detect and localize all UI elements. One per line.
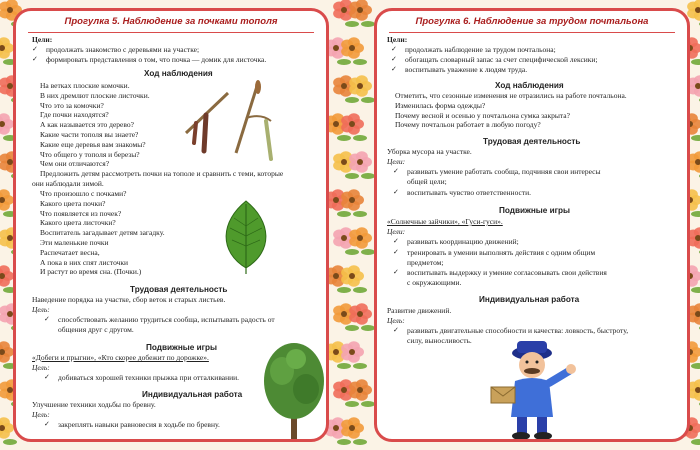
right-labor-text: Уборка мусора на участке.: [387, 147, 472, 156]
verse-line: В них дремлют плоские листочки.: [40, 90, 150, 100]
left-games-text: «Добеги и прыгни», «Кто скорее добежит по дорожке».: [32, 353, 209, 362]
right-labor-goal-a1: ✓ развивать умение работать сообща, подчиняя свои интересы: [407, 167, 601, 177]
right-card: [374, 8, 690, 442]
question-line: Эти маленькие почки: [40, 237, 109, 247]
right-observation-lines: [395, 91, 627, 130]
left-labor-goal-label: Цель:: [32, 305, 50, 314]
right-goal-1: ✓ продолжать наблюдение за трудом почтальона;: [405, 45, 556, 55]
verse-line: Что общего у тополя и березы?: [40, 149, 140, 159]
left-games-goal: ✓ добиваться хорошей техники прыжка при отталкивании.: [58, 373, 239, 383]
right-individual-goal-label: Цель:: [387, 316, 405, 325]
left-verse: [40, 81, 150, 169]
verse-line: На ветках плоские комочки.: [40, 81, 130, 90]
left-labor-goal-line-1: ✓ способствовать желанию трудиться сообща, испытывать радость от: [58, 315, 275, 325]
right-labor-goal-b: ✓ воспитывать чувство ответственности.: [407, 188, 531, 198]
left-card: [13, 8, 329, 442]
left-individual-goal-label: Цель:: [32, 410, 50, 419]
verse-line: Какие части тополя вы знаете?: [40, 129, 139, 139]
left-individual-heading: Индивидуальная работа: [142, 390, 243, 399]
verse-line: А как называется это дерево?: [40, 120, 134, 130]
observation-line: Изменилась форма одежды?: [395, 100, 486, 110]
left-games-heading: Подвижные игры: [146, 343, 218, 352]
right-games-goal-3b: с окружающими.: [407, 278, 462, 287]
verse-line: Какие еще деревья вам знакомы?: [40, 139, 146, 149]
tree-illustration: [260, 341, 328, 441]
question-line: Что произошло с почками?: [40, 189, 127, 198]
right-individual-goal-2: силу, выносливость.: [407, 336, 472, 345]
right-title-divider: [389, 32, 675, 33]
right-individual-goal-1: ✓ развивать двигательные способности и качества: ловкость, быстроту,: [407, 326, 628, 336]
right-games-goal-3a: ✓ воспитывать выдержку и умение согласовывать свои действия: [407, 268, 607, 278]
left-goal-2: ✓ формировать представления о том, что почка — домик для листочка.: [46, 55, 266, 65]
left-title: Прогулка 5. Наблюдение за почками тополя: [64, 16, 278, 27]
left-individual-goal: ✓ закреплять навыки равновесия в ходьбе по бревну.: [58, 420, 220, 430]
observation-line: Отметить, что сезонные изменения не отразились на работе почтальона.: [395, 91, 627, 100]
question-line: Воспитатель загадывает детям загадку.: [40, 228, 165, 238]
right-title: Прогулка 6. Наблюдение за трудом почтальона: [415, 16, 649, 27]
left-labor-text: Наведение порядка на участке, сбор веток и старых листьев.: [32, 295, 226, 304]
left-goals-label: Цели:: [32, 35, 53, 44]
poplar-buds-illustration: [176, 73, 276, 163]
right-labor-heading: Трудовая деятельность: [483, 137, 581, 146]
right-games-text: «Солнечные зайчики», «Гуси-гуси».: [387, 217, 503, 226]
left-prompt-line-2: они наблюдали зимой.: [32, 179, 104, 188]
question-line: А пока в них спят листочки: [40, 257, 129, 267]
right-games-goal-2b: предметом;: [407, 258, 444, 267]
left-games-goal-label: Цель:: [32, 363, 50, 372]
observation-line: Почему почтальон работает в любую погоду?: [395, 120, 541, 130]
right-games-goal-1: ✓ развивать координацию движений;: [407, 237, 519, 247]
right-observation-heading: Ход наблюдения: [495, 81, 564, 90]
question-line: Какого цвета почки?: [40, 198, 106, 208]
question-line: И растут во время сна. (Почки.): [40, 267, 142, 277]
right-individual-text: Развитие движений.: [387, 306, 452, 315]
right-goals-label: Цели:: [387, 35, 408, 44]
verse-line: Что это за комочки?: [40, 100, 104, 110]
left-goal-1: ✓ продолжать знакомство с деревьями на участке;: [46, 45, 199, 55]
left-title-divider: [28, 32, 314, 33]
leaf-illustration: [216, 196, 276, 276]
observation-line: Почему весной и осенью у почтальона сумка закрыта?: [395, 110, 570, 120]
right-goal-3: ✓ воспитывать уважение к людям труда.: [405, 65, 527, 75]
right-individual-heading: Индивидуальная работа: [479, 295, 580, 304]
right-games-heading: Подвижные игры: [499, 206, 571, 215]
left-questions: [40, 189, 165, 277]
right-goal-2: ✓ обогащать словарный запас за счет специфической лексики;: [405, 55, 598, 65]
left-prompt-line-1: Предложить детям рассмотреть почки на тополе и сравнить с теми, которые: [40, 169, 284, 178]
question-line: Распечатает весна,: [40, 247, 100, 257]
verse-line: Чем они отличаются?: [40, 159, 110, 169]
left-individual-text: Улучшение техники ходьбы по бревну.: [32, 400, 156, 409]
verse-line: Где почки находятся?: [40, 110, 109, 120]
right-labor-goal-a2: общей цели;: [407, 177, 447, 186]
question-line: Какого цвета листочки?: [40, 218, 116, 228]
question-line: Что появляется из почек?: [40, 208, 122, 218]
right-labor-goal-label: Цели:: [387, 157, 406, 166]
left-observation-heading: Ход наблюдения: [144, 69, 213, 78]
left-labor-goal-line-2: общения друг с другом.: [58, 325, 134, 334]
right-games-goal-2a: ✓ тренировать в умении выполнять действия с одним общим: [407, 248, 595, 258]
postman-illustration: [477, 331, 587, 441]
right-games-goal-label: Цели:: [387, 227, 406, 236]
left-labor-heading: Трудовая деятельность: [130, 285, 228, 294]
